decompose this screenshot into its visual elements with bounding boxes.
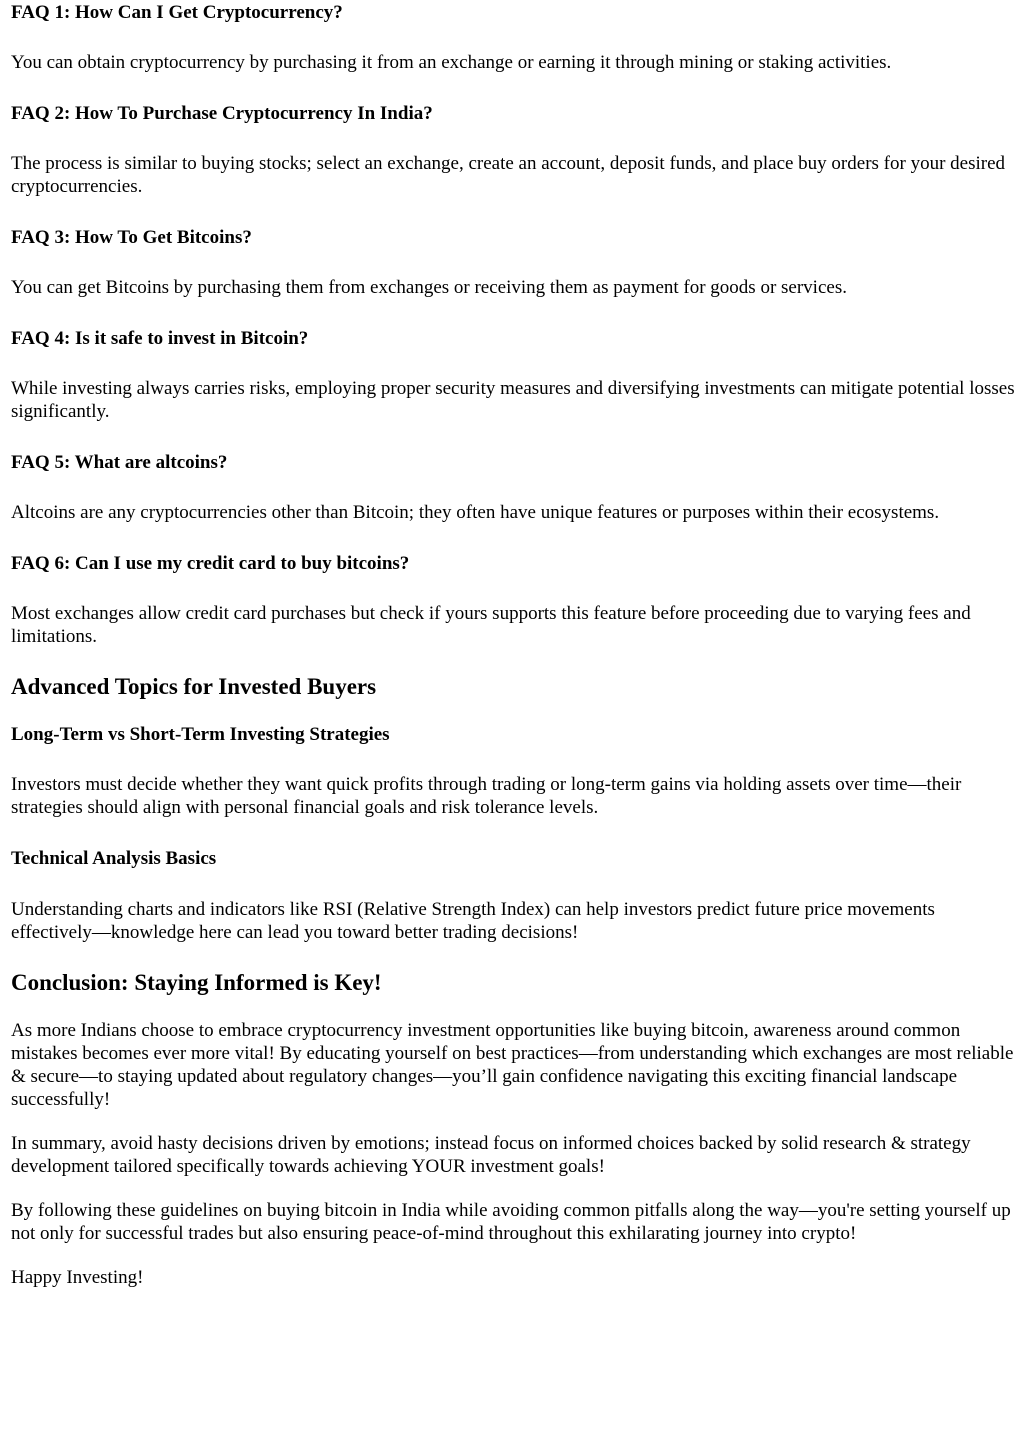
closing-line: Happy Investing! [11, 1267, 144, 1288]
section-heading-technical-analysis: Technical Analysis Basics [11, 848, 217, 869]
faq-answer: While investing always carries risks, employing proper security measures and diversifying investments can mitigate potential losses significantly. [11, 378, 1015, 422]
faq-question: FAQ 4: Is it safe to invest in Bitcoin? [11, 328, 309, 349]
section-body-technical-analysis: Understanding charts and indicators like RSI (Relative Strength Index) can help investors predict future price movements effectively—knowledge here can lead you toward better trading decisions! [11, 899, 935, 943]
conclusion-paragraph: In summary, avoid hasty decisions driven by emotions; instead focus on informed choices backed by solid research & strategy development tailored specifically towards achieving YOUR investment goals! [11, 1133, 971, 1177]
section-heading-strategies: Long-Term vs Short-Term Investing Strategies [11, 724, 390, 745]
section-body-strategies: Investors must decide whether they want quick profits through trading or long-term gains via holding assets over time—their strategies should align with personal financial goals and risk tolerance levels. [11, 774, 962, 818]
faq-question: FAQ 5: What are altcoins? [11, 452, 228, 473]
conclusion-paragraph: As more Indians choose to embrace cryptocurrency investment opportunities like buying bitcoin, awareness around common mistakes becomes ever more vital! By educating yourself on best practices—from understanding which exchanges are most reliable & secure—to staying updated about regulatory changes—you’ll gain confidence navigating this exciting financial landscape successfully! [11, 1020, 1014, 1110]
faq-question: FAQ 3: How To Get Bitcoins? [11, 227, 252, 248]
document-page [11, 0, 1016, 1289]
faq-answer: You can obtain cryptocurrency by purchasing it from an exchange or earning it through mining or staking activities. [11, 52, 892, 73]
advanced-topics-heading: Advanced Topics for Invested Buyers [11, 674, 377, 699]
faq-question: FAQ 2: How To Purchase Cryptocurrency In India? [11, 103, 433, 124]
faq-answer: Most exchanges allow credit card purchases but check if yours supports this feature before proceeding due to varying fees and limitations. [11, 603, 971, 647]
faq-answer: Altcoins are any cryptocurrencies other than Bitcoin; they often have unique features or purposes within their ecosystems. [11, 502, 940, 523]
conclusion-paragraph: By following these guidelines on buying bitcoin in India while avoiding common pitfalls along the way—you're setting yourself up not only for successful trades but also ensuring peace-of-mind throughout this exhilarating journey into crypto! [11, 1200, 1011, 1244]
faq-answer: You can get Bitcoins by purchasing them from exchanges or receiving them as payment for goods or services. [11, 277, 847, 298]
faq-answer: The process is similar to buying stocks; select an exchange, create an account, deposit funds, and place buy orders for your desired cryptocurrencies. [11, 153, 1006, 197]
conclusion-heading: Conclusion: Staying Informed is Key! [11, 970, 382, 995]
faq-question: FAQ 6: Can I use my credit card to buy bitcoins? [11, 553, 410, 574]
faq-question: FAQ 1: How Can I Get Cryptocurrency? [11, 2, 343, 23]
